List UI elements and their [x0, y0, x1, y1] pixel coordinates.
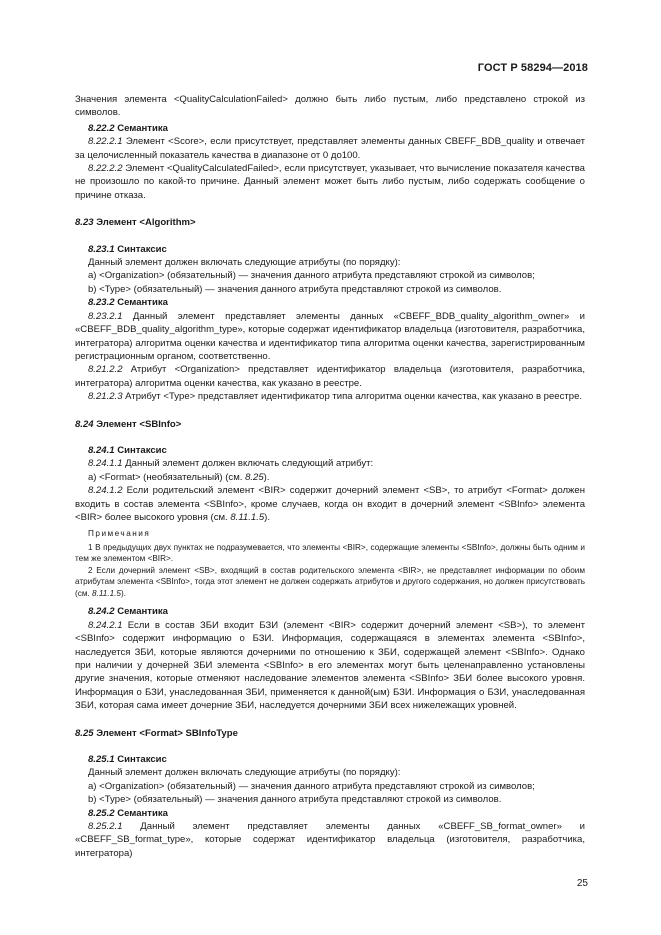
subsection-heading: 8.23.2 Семантика — [88, 297, 168, 309]
paragraph: 8.22.2.2 Элемент <QualityCalculatedFailed>, если присутствует, указывает, что вычисление показателя качества не произошло по какой-то причине. Данный элемент может быть либо пустым, либо содержать сообщение о причине отказа. — [75, 163, 585, 201]
list-item: a) <Format> (необязательный) (см. 8.25). — [88, 471, 270, 483]
section-heading: 8.25 Элемент <Format> SBInfoType — [75, 727, 238, 739]
paragraph: 8.24.1.1 Данный элемент должен включать следующий атрибут: — [88, 458, 374, 470]
standard-number: ГОСТ Р 58294—2018 — [477, 62, 588, 74]
list-item: a) <Organization> (обязательный) — значения данного атрибута представляют строкой из символов; — [88, 270, 535, 282]
subsection-heading: 8.25.1 Синтаксис — [88, 754, 167, 766]
paragraph: 8.25.2.1 Данный элемент представляет элементы данных «CBEFF_SB_format_owner» и «CBEFF_SB_format_type», которые содержат идентификатор владельца (изготовителя, разработчика, интегратора) — [75, 821, 585, 859]
paragraph: 8.22.2.1 Элемент <Score>, если присутствует, представляет элементы данных CBEFF_BDB_quality и отвечает за целочисленный показатель качества в диапазоне от 0 до100. — [75, 136, 585, 161]
paragraph: 8.24.2.1 Если в состав ЗБИ входит БЗИ (элемент <BIR> содержит дочерний элемент <SB>), то элемент <SBInfo> содержит информацию о БЗИ. Информация, содержащаяся в элементах элемента <SBInfo>, наследуется ЗБИ, которые являются дочерними по отношению к ЗБИ, содержащей элемент <SBInfo>. Однако при наличии у дочерней ЗБИ элемента <SBInfo> в его элементах могут быть целенаправленно установлены другие значения, которые отменяют наследование элементов элемента <SBInfo> ЗБИ более высокого уровня. Информация о БЗИ, унаследованная ЗБИ, применяется к данной(ым) БЗИ. Информация о БЗИ, унаследованная ЗБИ, которая сама имеет дочерние ЗБИ, наследуется дочерними ЗБИ всех нижележащих уровней. — [75, 619, 585, 712]
paragraph: 8.23.2.1 Данный элемент представляет элементы данных «CBEFF_BDB_quality_algorithm_owner» и «CBEFF_BDB_quality_algorithm_type», которые содержат идентификатор владельца (изготовителя, разработчика, интегратора) алгоритма оценки качества и идентификатор типа алгоритма оценки качества, зарегистрированным регистрационным органом, соответственно. — [75, 310, 585, 362]
paragraph: 8.24.1.2 Если родительский элемент <BIR> содержит дочерний элемент <SB>, то атрибут <Format> должен входить в состав элемента <SBInfo>, кроме случаев, когда он входит в дочерний элемент <SBInfo> элемента <BIR> более высокого уровня (см. 8.11.1.5). — [75, 485, 585, 523]
paragraph: 8.21.2.3 Атрибут <Type> представляет идентификатор типа алгоритма оценки качества, как указано в реестре. — [88, 391, 583, 403]
subsection-heading: 8.24.2 Семантика — [88, 606, 168, 618]
paragraph: Значения элемента <QualityCalculationFailed> должно быть либо пустым, либо представлено строкой из символов. — [75, 94, 585, 119]
note: 1 В предыдущих двух пунктах не подразумевается, что элементы <BIR>, содержащие элементы <SBInfo>, должны быть одним и тем же элементом <BIR>. — [75, 542, 585, 564]
list-item: a) <Organization> (обязательный) — значения данного атрибута представляют строкой из символов; — [88, 780, 535, 792]
section-heading: 8.24 Элемент <SBInfo> — [75, 418, 182, 430]
notes-block — [75, 528, 585, 599]
page-number: 25 — [576, 878, 588, 889]
subsection-heading: 8.22.2 Семантика — [88, 122, 168, 134]
note: 2 Если дочерний элемент <SB>, входящий в состав родительского элемента <BIR>, не представляет информации по обоим атрибутам элемента <SBInfo>, тогда этот элемент не должен содержать атрибутов и другого содержания, но должен присутствовать (см. 8.11.1.5). — [75, 565, 585, 598]
section-heading: 8.23 Элемент <Algorithm> — [75, 217, 196, 229]
page-content — [75, 93, 585, 860]
paragraph: 8.21.2.2 Атрибут <Organization> представляет идентификатор владельца (изготовителя, разработчика, интегратора) алгоритма оценки качества, как указано в реестре. — [75, 364, 585, 389]
paragraph: Данный элемент должен включать следующие атрибуты (по порядку): — [88, 767, 401, 779]
paragraph: Данный элемент должен включать следующие атрибуты (по порядку): — [88, 257, 401, 269]
list-item: b) <Type> (обязательный) — значения данного атрибута представляют строкой из символов. — [88, 794, 502, 806]
subsection-heading: 8.24.1 Синтаксис — [88, 444, 167, 456]
list-item: b) <Type> (обязательный) — значения данного атрибута представляют строкой из символов. — [88, 283, 502, 295]
subsection-heading: 8.25.2 Семантика — [88, 807, 168, 819]
notes-title: Примечания — [88, 529, 151, 539]
subsection-heading: 8.23.1 Синтаксис — [88, 243, 167, 255]
